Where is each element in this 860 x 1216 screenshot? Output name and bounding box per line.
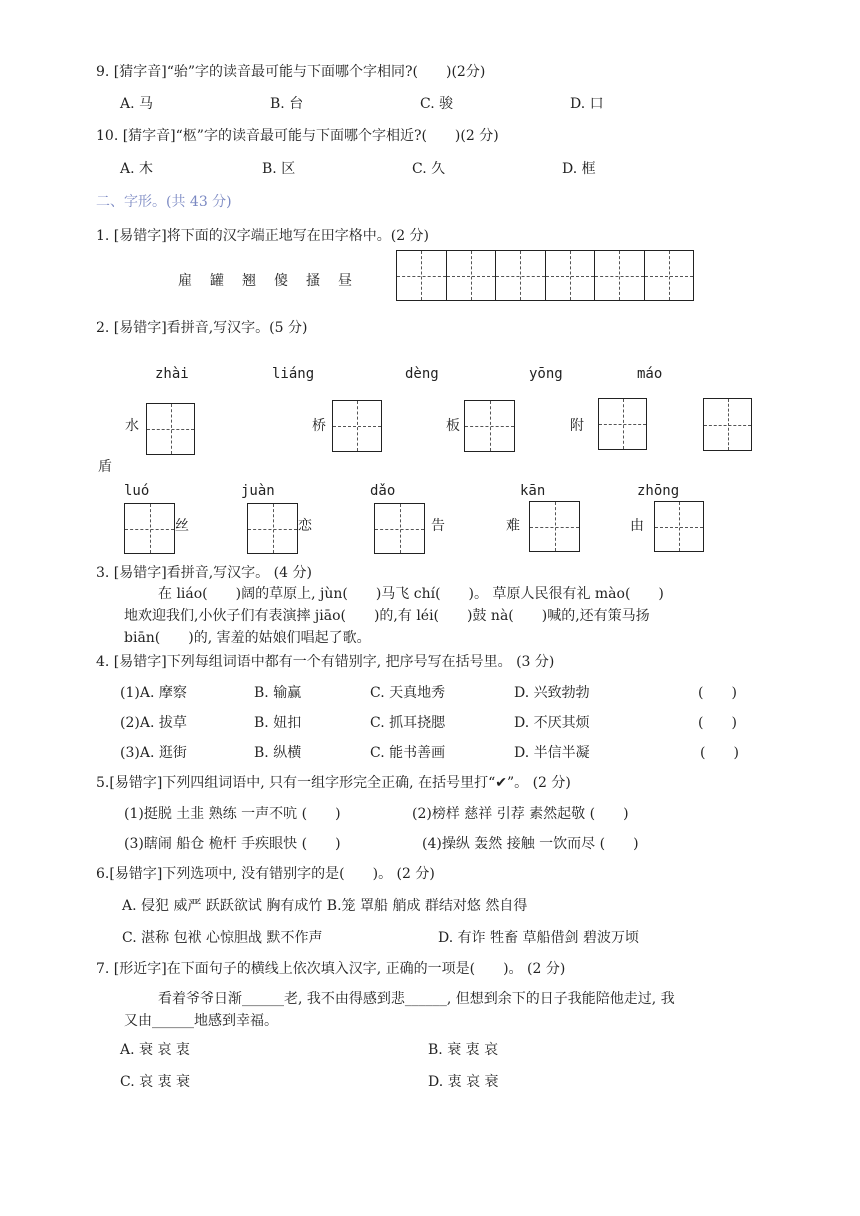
s1-char: 昼 — [338, 273, 352, 289]
tianzige-box[interactable] — [332, 400, 382, 452]
s7-line1: 看着爷爷日渐______老, 我不由得感到悲______, 但想到余下的日子我能陪他走过, 我 — [158, 991, 675, 1007]
q10-option-d[interactable]: D. 框 — [562, 161, 596, 177]
q9-option-c[interactable]: C. 骏 — [420, 96, 454, 112]
grid-cell[interactable] — [447, 251, 497, 300]
s4-cell: C. 抓耳挠腮 — [370, 715, 446, 731]
word-char: 由 — [630, 518, 644, 534]
s7-line2: 又由______地感到幸福。 — [124, 1013, 278, 1029]
s4-cell: C. 能书善画 — [370, 745, 446, 761]
s5-group-4: (4)操纵 轰然 接触 一饮而尽 ( ) — [422, 836, 639, 852]
s1-chars — [178, 273, 352, 290]
s6-line1: A. 侵犯 威严 跃跃欲试 胸有成竹 B.笼 罩船 艄成 群结对悠 然自得 — [122, 898, 528, 914]
s4-cell: D. 不厌其烦 — [514, 715, 590, 731]
s4-cell: D. 半信半凝 — [514, 745, 590, 761]
s2-text: 2. [易错字]看拼音,写汉字。(5 分) — [96, 320, 308, 336]
word-char: 桥 — [312, 418, 326, 434]
s4-text: 4. [易错字]下列每组词语中都有一个有错别字, 把序号写在括号里。 (3 分) — [96, 654, 555, 670]
tianzige-box[interactable] — [598, 398, 647, 450]
q9-text: 9. [猜字音]“骀”字的读音最可能与下面哪个字相同?( )(2分) — [96, 64, 486, 80]
pinyin-label: zhōng — [637, 483, 680, 499]
tianzige-box[interactable] — [124, 503, 175, 554]
section-heading: 二、字形。(共 43 分) — [96, 194, 232, 210]
pinyin-label: dǎo — [370, 483, 396, 499]
word-char: 恋 — [298, 518, 312, 534]
s7-option-a[interactable]: A. 衰 哀 衷 — [120, 1042, 190, 1058]
s3-line3: biān( )的, 害羞的姑娘们唱起了歌。 — [124, 630, 371, 646]
pinyin-label: juàn — [241, 483, 275, 499]
answer-bracket[interactable]: ( ) — [698, 685, 737, 701]
tianzige-box[interactable] — [374, 503, 425, 554]
answer-bracket[interactable]: ( ) — [698, 715, 737, 731]
grid-cell[interactable] — [595, 251, 645, 300]
s4-cell: (1)A. 摩察 — [120, 685, 187, 701]
s7-option-b[interactable]: B. 衰 衷 哀 — [428, 1042, 499, 1058]
s4-cell: C. 天真地秀 — [370, 685, 446, 701]
answer-bracket[interactable]: ( ) — [700, 745, 739, 761]
s4-cell: (2)A. 拔草 — [120, 715, 187, 731]
word-char: 告 — [431, 518, 445, 534]
tianzige-box[interactable] — [247, 503, 298, 554]
s1-writing-grid[interactable] — [396, 250, 694, 301]
pinyin-label: dèng — [405, 366, 439, 382]
pinyin-label: zhài — [155, 366, 189, 382]
s1-char: 翘 — [242, 273, 256, 289]
tianzige-box[interactable] — [703, 398, 752, 451]
word-char: 板 — [446, 418, 460, 434]
s1-char: 罐 — [210, 273, 224, 289]
word-char: 水 — [125, 418, 139, 434]
grid-cell[interactable] — [496, 251, 546, 300]
word-char: 丝 — [175, 518, 189, 534]
s1-text: 1. [易错字]将下面的汉字端正地写在田字格中。(2 分) — [96, 228, 430, 244]
q10-option-a[interactable]: A. 木 — [120, 161, 154, 177]
s7-option-d[interactable]: D. 衷 哀 衰 — [428, 1074, 499, 1090]
grid-cell[interactable] — [397, 251, 447, 300]
q10-option-c[interactable]: C. 久 — [412, 161, 446, 177]
pinyin-label: liáng — [272, 366, 315, 382]
s3-line1: 在 liáo( )阔的草原上, jùn( )马飞 chí( )。 草原人民很有礼 mào( ) — [158, 586, 664, 602]
s4-cell: B. 纵横 — [254, 745, 302, 761]
tianzige-box[interactable] — [529, 501, 580, 552]
tianzige-box[interactable] — [464, 400, 515, 452]
s6-option-c: C. 湛称 包袱 心惊胆战 默不作声 — [122, 930, 323, 946]
pinyin-label: kān — [520, 483, 546, 499]
tianzige-box[interactable] — [654, 501, 704, 552]
grid-cell[interactable] — [645, 251, 694, 300]
s1-char: 傻 — [274, 273, 288, 289]
s5-group-2: (2)榜样 慈祥 引荐 素然起敬 ( ) — [412, 806, 629, 822]
s3-text: 3. [易错字]看拼音,写汉字。 (4 分) — [96, 565, 312, 581]
s1-char: 雇 — [178, 273, 192, 289]
q9-option-d[interactable]: D. 口 — [570, 96, 604, 112]
word-char: 难 — [506, 518, 520, 534]
s3-line2: 地欢迎我们,小伙子们有表演摔 jiāo( )的,有 léi( )鼓 nà( )喊的,还有策马扬 — [124, 608, 650, 624]
pinyin-label: máo — [637, 366, 663, 382]
s4-cell: (3)A. 逛街 — [120, 745, 187, 761]
q9-option-b[interactable]: B. 台 — [270, 96, 304, 112]
s5-text: 5.[易错字]下列四组词语中, 只有一组字形完全正确, 在括号里打“✔”。 (2 分) — [96, 775, 571, 791]
pinyin-label: luó — [124, 483, 150, 499]
s6-text: 6.[易错字]下列选项中, 没有错别字的是( )。 (2 分) — [96, 866, 435, 882]
word-char: 盾 — [98, 459, 112, 475]
s4-cell: B. 输赢 — [254, 685, 302, 701]
s4-cell: D. 兴致勃勃 — [514, 685, 590, 701]
pinyin-label: yōng — [529, 366, 563, 382]
grid-cell[interactable] — [546, 251, 596, 300]
q10-text: 10. [猜字音]“柩”字的读音最可能与下面哪个字相近?( )(2 分) — [96, 128, 499, 144]
s5-group-3: (3)瞎闹 船仓 桅杆 手疾眼快 ( ) — [124, 836, 341, 852]
q9-option-a[interactable]: A. 马 — [120, 96, 154, 112]
s1-char: 搔 — [306, 273, 320, 289]
tianzige-box[interactable] — [146, 403, 195, 455]
q10-option-b[interactable]: B. 区 — [262, 161, 296, 177]
s6-option-d: D. 有诈 牲畜 草船借剑 碧波万顷 — [438, 930, 639, 946]
s7-text: 7. [形近字]在下面句子的横线上依次填入汉字, 正确的一项是( )。 (2 分) — [96, 961, 566, 977]
s5-group-1: (1)挺脱 土韭 熟练 一声不吭 ( ) — [124, 806, 341, 822]
word-char: 附 — [570, 418, 584, 434]
s7-option-c[interactable]: C. 哀 衷 衰 — [120, 1074, 191, 1090]
s4-cell: B. 妞扣 — [254, 715, 302, 731]
